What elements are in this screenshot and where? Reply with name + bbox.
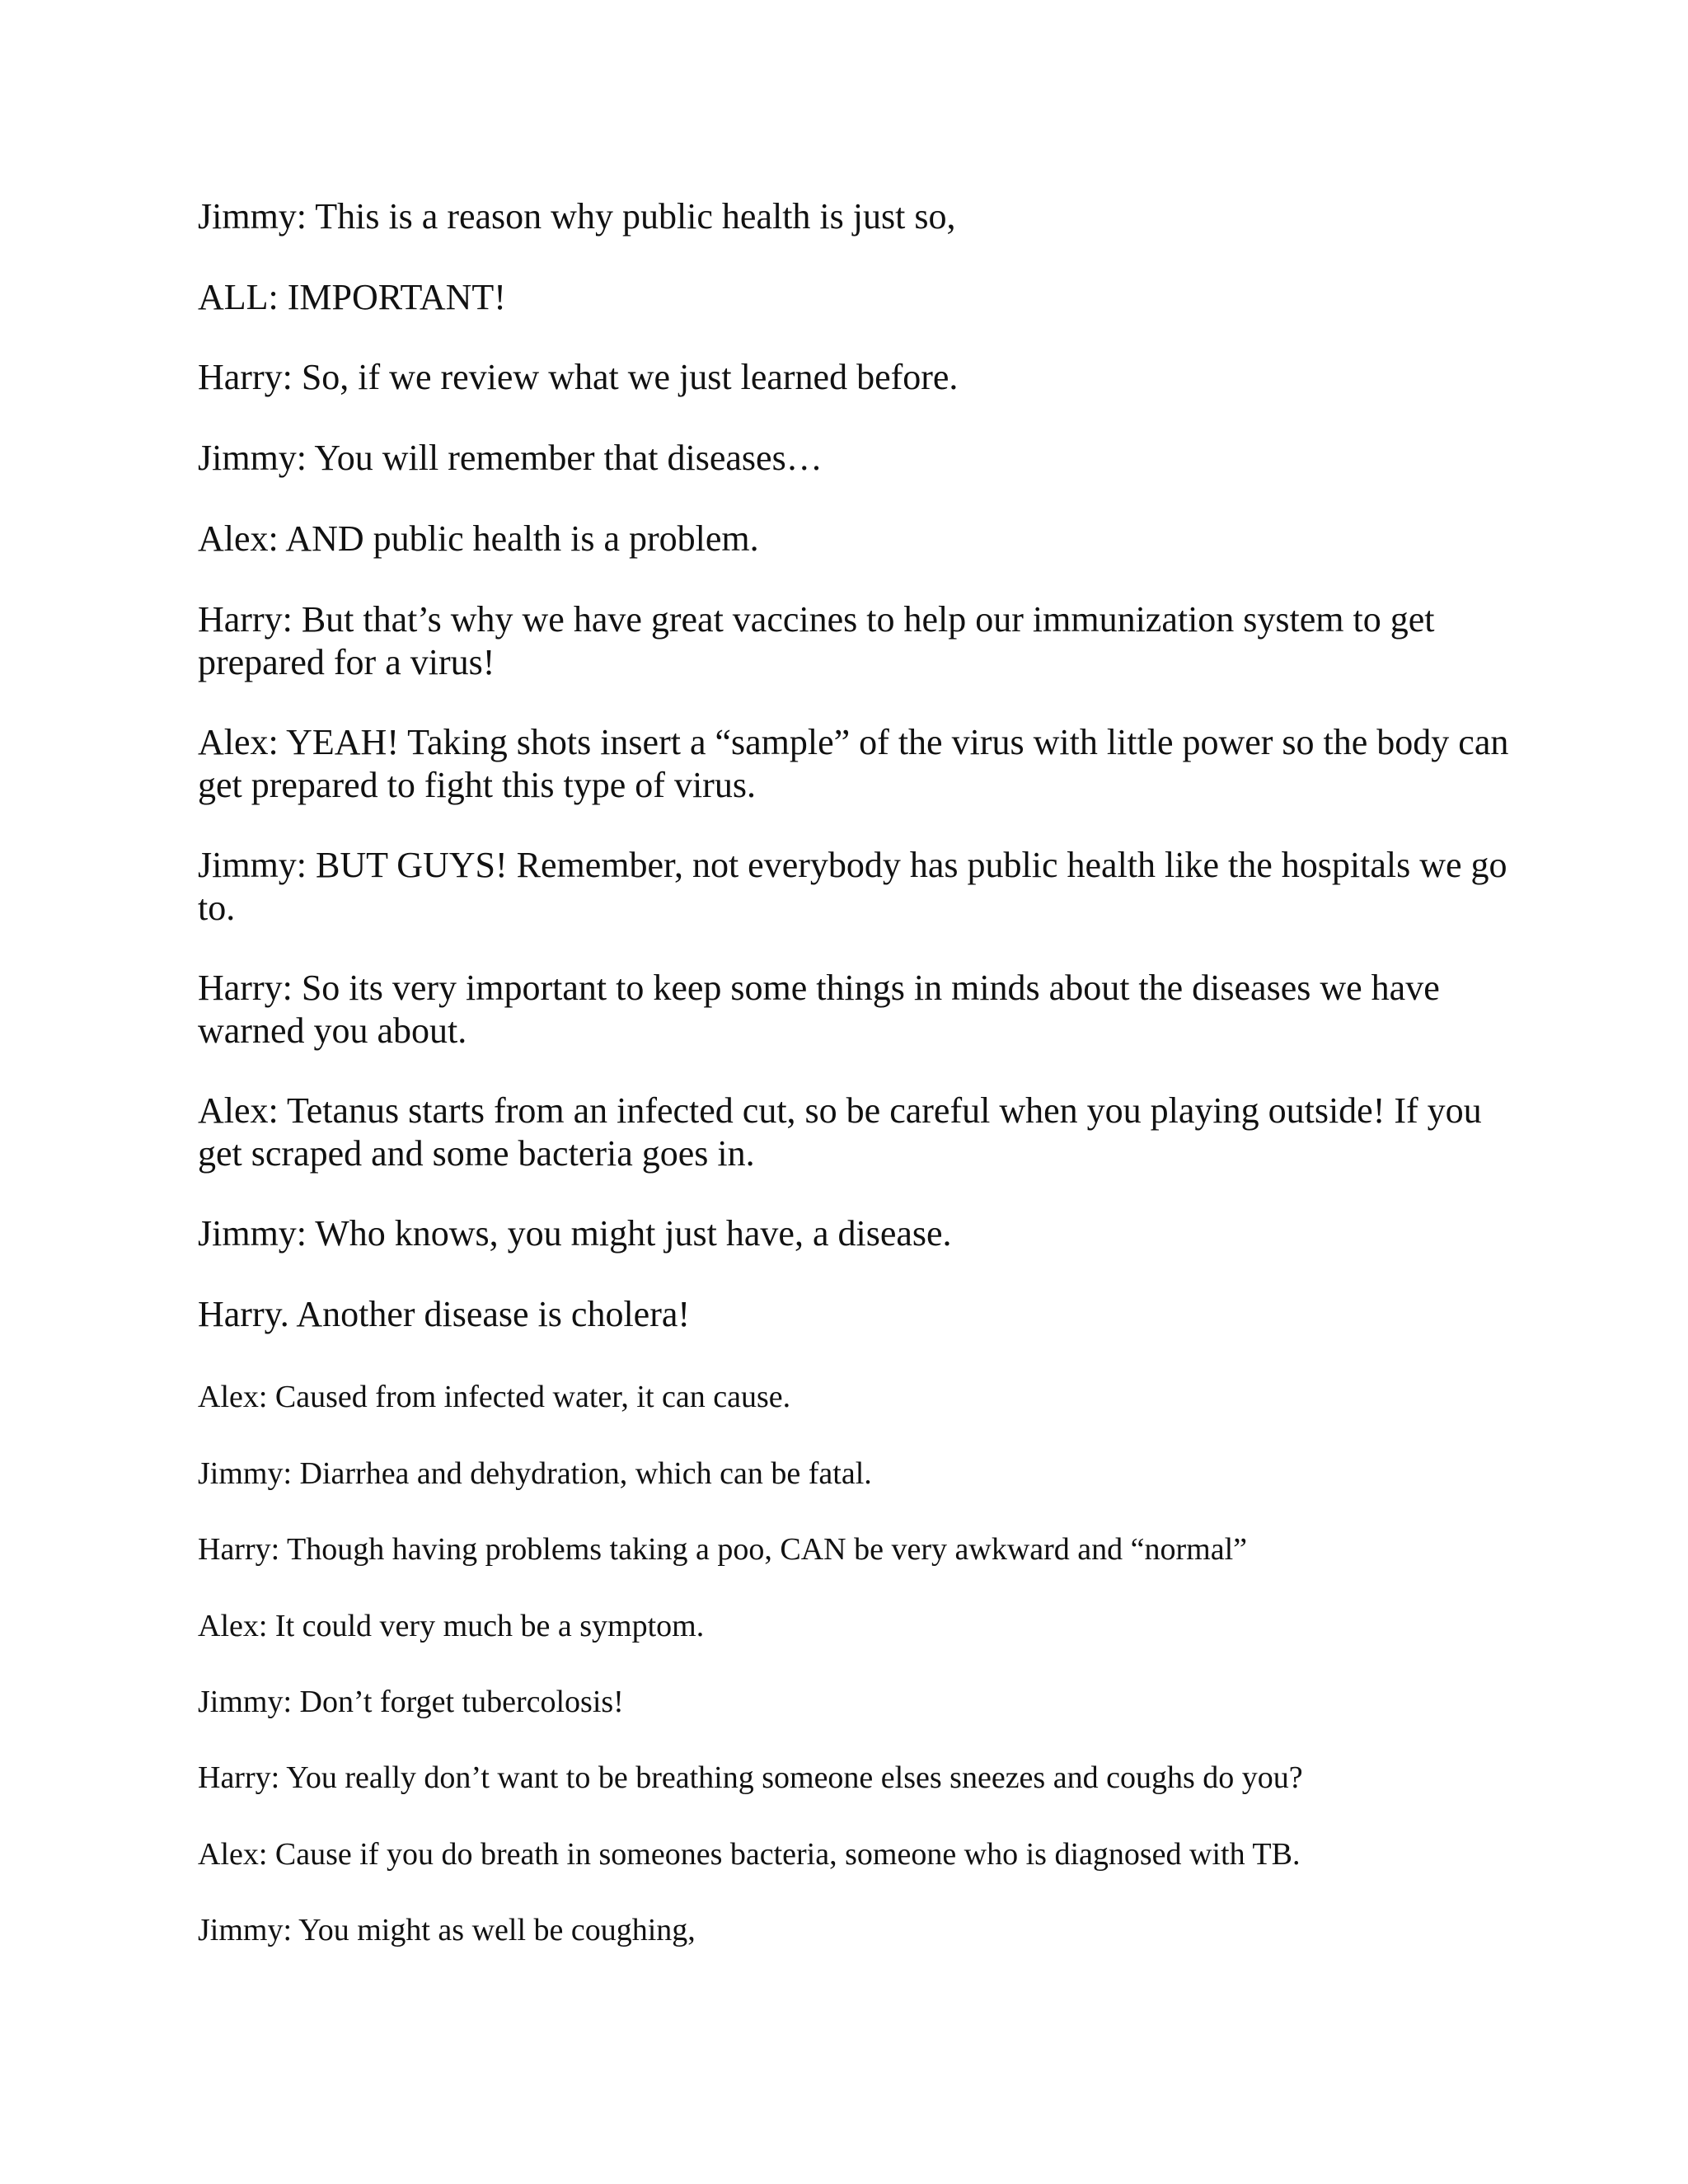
dialogue-line-alex-2: Alex: YEAH! Taking shots insert a “sample” of the virus with little power so the body can get prepared to fight this type of virus.: [198, 722, 1509, 805]
dialogue-line-jimmy-5: Jimmy: Diarrhea and dehydration, which can be fatal.: [198, 1456, 872, 1491]
dialogue-line-jimmy-6: Jimmy: Don’t forget tubercolosis!: [198, 1685, 624, 1719]
dialogue-line-harry-2: Harry: But that’s why we have great vaccines to help our immunization system to get prepared for a virus!: [198, 599, 1435, 682]
dialogue-line-jimmy-1: Jimmy: This is a reason why public health is just so,: [198, 196, 956, 237]
dialogue-line-harry-3: Harry: So its very important to keep some things in minds about the diseases we have warned you about.: [198, 968, 1440, 1051]
dialogue-line-alex-6: Alex: Cause if you do breath in someones bacteria, someone who is diagnosed with TB.: [198, 1837, 1301, 1872]
dialogue-line-jimmy-2: Jimmy: You will remember that diseases…: [198, 438, 823, 478]
dialogue-line-harry-5: Harry: Though having problems taking a poo, CAN be very awkward and “normal”: [198, 1532, 1248, 1567]
dialogue-line-alex-1: Alex: AND public health is a problem.: [198, 518, 759, 559]
dialogue-line-alex-5: Alex: It could very much be a symptom.: [198, 1609, 705, 1643]
dialogue-line-harry-4: Harry. Another disease is cholera!: [198, 1294, 691, 1334]
dialogue-line-jimmy-4: Jimmy: Who knows, you might just have, a disease.: [198, 1213, 952, 1254]
dialogue-line-jimmy-7: Jimmy: You might as well be coughing,: [198, 1913, 696, 1947]
dialogue-line-alex-3: Alex: Tetanus starts from an infected cut, so be careful when you playing outside! If you get scraped and some bacteria goes in.: [198, 1090, 1482, 1174]
dialogue-line-harry-6: Harry: You really don’t want to be breathing someone elses sneezes and coughs do you?: [198, 1760, 1303, 1795]
dialogue-line-all-1: ALL: IMPORTANT!: [198, 277, 506, 317]
dialogue-line-jimmy-3: Jimmy: BUT GUYS! Remember, not everybody has public health like the hospitals we go to.: [198, 845, 1507, 928]
dialogue-line-alex-4: Alex: Caused from infected water, it can cause.: [198, 1380, 791, 1414]
dialogue-line-harry-1: Harry: So, if we review what we just learned before.: [198, 357, 959, 397]
